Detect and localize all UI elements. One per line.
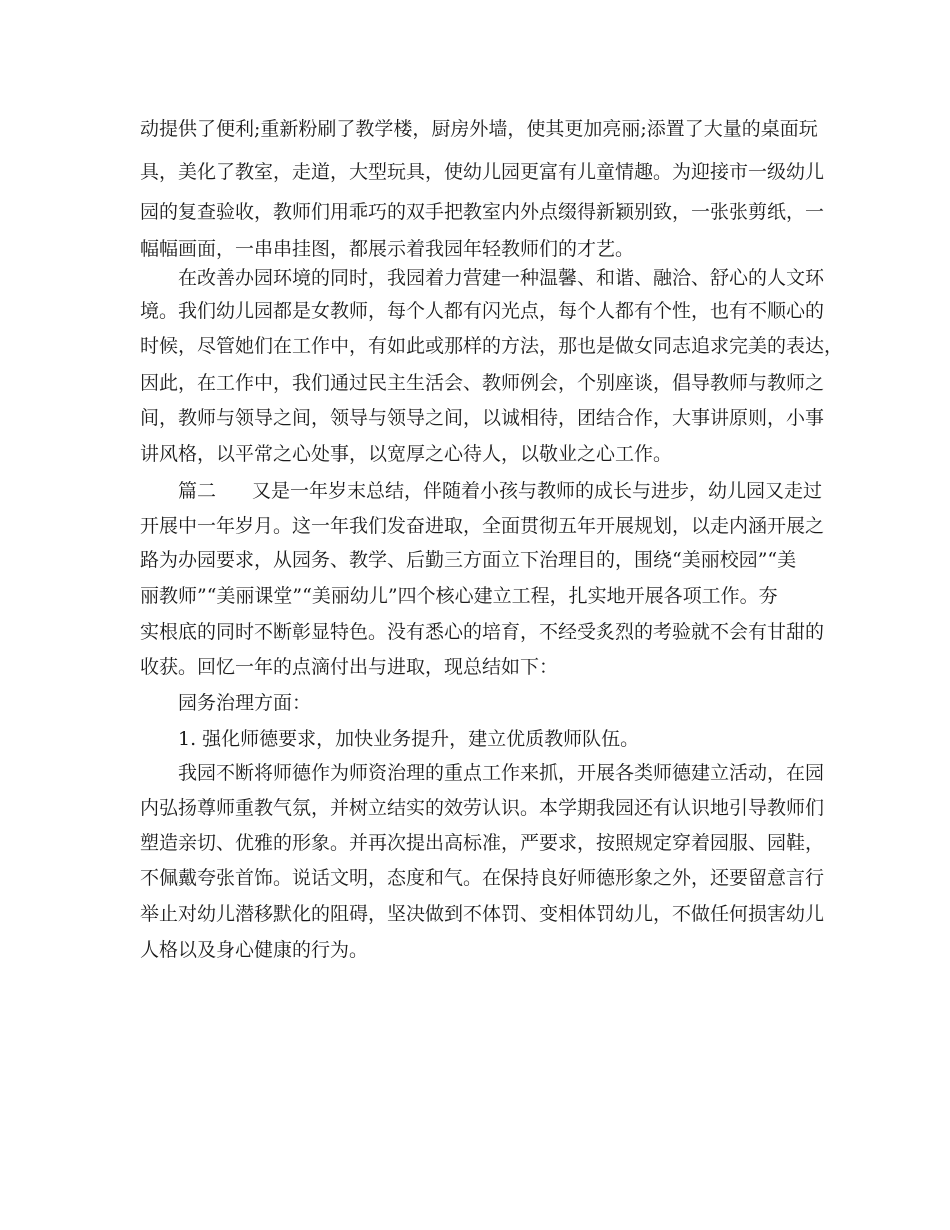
text-line: 人格以及身心健康的行为。 xyxy=(140,939,369,961)
text-line: 开展中一年岁月。这一年我们发奋进取，全面贯彻五年开展规划，以走内涵开展之 xyxy=(140,515,825,537)
text-line: 内弘扬尊师重教气氛，并树立结实的效劳认识。本学期我园还有认识地引导教师们 xyxy=(140,797,825,819)
text-line: 具，美化了教室，走道，大型玩具，使幼儿园更富有儿童情趣。为迎接市一级幼儿 xyxy=(140,161,825,183)
text-line: 动提供了便利;重新粉刷了教学楼，厨房外墙，使其更加亮丽;添置了大量的桌面玩 xyxy=(140,118,818,140)
text-line: 幅幅画面，一串串挂图，都展示着我园年轻教师们的才艺。 xyxy=(140,238,635,260)
text-line: 讲风格，以平常之心处事，以宽厚之心待人，以敬业之心工作。 xyxy=(140,443,673,465)
paragraph-first-line: 在改善办园环境的同时，我园着力营建一种温馨、和谐、融洽、舒心的人文环 xyxy=(178,267,825,289)
text-line: 实根底的同时不断彰显特色。没有悉心的培育，不经受炙烈的考验就不会有甘甜的 xyxy=(140,621,825,643)
section-heading-line xyxy=(178,479,822,503)
text-line: 又是一年岁末总结，伴随着小孩与教师的成长与进步，幼儿园又走过 xyxy=(252,480,823,502)
text-line: 时候，尽管她们在工作中，有如此或那样的方法，那也是做女同志追求完美的表达， xyxy=(140,335,844,357)
text-line: 举止对幼儿潜移默化的阻碍，坚决做到不体罚、变相体罚幼儿，不做任何损害幼儿 xyxy=(140,903,825,925)
text-line: 因此，在工作中，我们通过民主生活会、教师例会，个别座谈，倡导教师与教师之 xyxy=(140,372,825,394)
text-line: 丽教师”“美丽课堂”“美丽幼儿”四个核心建立工程，扎实地开展各项工作。夯 xyxy=(140,585,778,607)
text-line: 不佩戴夸张首饰。说话文明，态度和气。在保持良好师德形象之外，还要留意言行 xyxy=(140,867,825,889)
text-line: 收获。回忆一年的点滴付出与进取，现总结如下： xyxy=(140,656,559,678)
paragraph-first-line: 我园不断将师德作为师资治理的重点工作来抓，开展各类师德建立活动，在园 xyxy=(178,762,825,784)
text-line: 园的复查验收，教师们用乖巧的双手把教室内外点缀得新颖别致，一张张剪纸，一 xyxy=(140,201,825,223)
text-line: 路为办园要求，从园务、教学、后勤三方面立下治理目的，围绕“美丽校园”“美 xyxy=(140,549,797,571)
text-line: 塑造亲切、优雅的形象。并再次提出高标准，严要求，按照规定穿着园服、园鞋， xyxy=(140,832,825,854)
section-label: 篇二 xyxy=(178,480,217,502)
text-line: 间，教师与领导之间，领导与领导之间，以诚相待，团结合作，大事讲原则，小事 xyxy=(140,407,825,429)
section-subheading: 园务治理方面： xyxy=(178,692,312,714)
numbered-item: 1. 强化师德要求，加快业务提升，建立优质教师队伍。 xyxy=(178,728,640,750)
text-line: 境。我们幼儿园都是女教师，每个人都有闪光点，每个人都有个性，也有不顺心的 xyxy=(140,300,825,322)
